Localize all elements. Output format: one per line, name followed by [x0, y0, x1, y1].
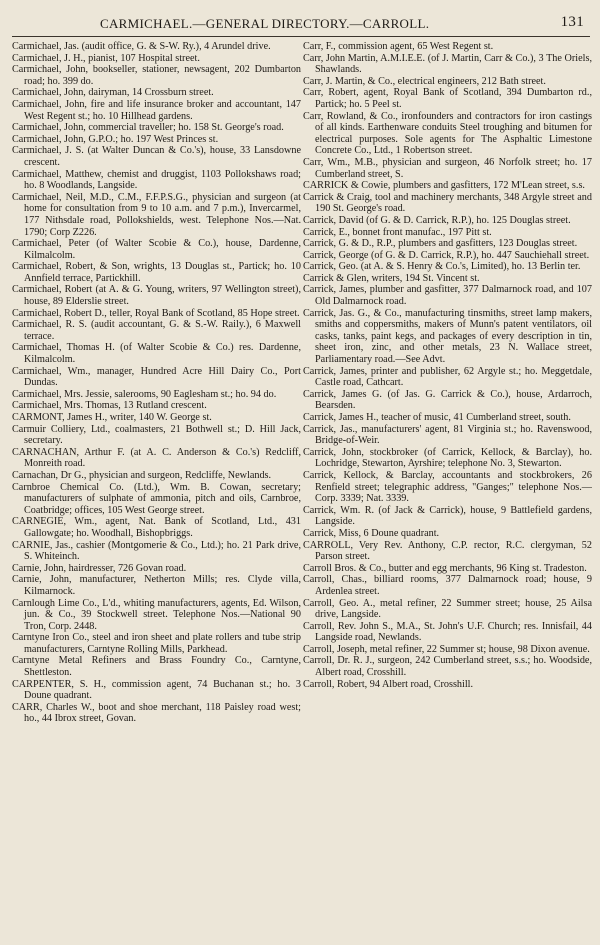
directory-entry: Carnlough Lime Co., L'd., whiting manufacturers, agents, Ed. Wilson, jun. & Co., 39 Stockwell street. Telephone Nos.—National 90 Tron, Corp. 2448. — [12, 597, 301, 632]
directory-entry: Carrick, David (of G. & D. Carrick, R.P.), ho. 125 Douglas street. — [303, 214, 571, 226]
directory-columns — [12, 41, 590, 941]
directory-entry: Carrick, Miss, 6 Doune quadrant. — [303, 527, 440, 539]
directory-entry: Carmichael, John, dairyman, 14 Crossburn street. — [12, 87, 214, 99]
directory-entry: Carrick, Jas., manufacturers' agent, 81 Virginia st.; ho. Ravenswood, Bridge-of-Weir. — [303, 423, 592, 447]
directory-entry: Carmichael, John, G.P.O.; ho. 197 West Princes st. — [12, 133, 219, 145]
directory-entry: Carntyne Iron Co., steel and iron sheet and plate rollers and tube strip manufacturers, Carntyne Rolling Mills, Parkhead. — [12, 632, 301, 655]
directory-entry: Carr, F., commission agent, 65 West Regent st. — [303, 41, 494, 52]
directory-entry: Carr, John Martin, A.M.I.E.E. (of J. Martin, Carr & Co.), 3 The Oriels, Shawlands. — [303, 52, 592, 76]
directory-entry: Carmichael, Robert, & Son, wrights, 13 Douglas st., Partick; ho. 10 Annfield terrace, Partickhill. — [12, 261, 301, 284]
directory-entry: CARNIE, Jas., cashier (Montgomerie & Co., Ltd.); ho. 21 Park drive, S. Whiteinch. — [12, 539, 301, 563]
directory-entry: Carmichael, Mrs. Jessie, salerooms, 90 Eaglesham st.; ho. 94 do. — [12, 388, 277, 400]
directory-entry: Carmichael, John, fire and life insurance broker and accountant, 147 West Regent st.; ho. 10 Hillhead gardens. — [12, 98, 301, 122]
directory-entry: Carrick, James G. (of Jas. G. Carrick & Co.), house, Ardarroch, Bearsden. — [303, 388, 592, 412]
directory-entry: Carrick, James H., teacher of music, 41 Cumberland street, south. — [303, 412, 571, 423]
directory-entry: Carrick & Craig, tool and machinery merchants, 348 Argyle street and 190 St. George's road. — [303, 191, 592, 215]
directory-entry: Carnbroe Chemical Co. (Ltd.), Wm. B. Cowan, secretary; manufacturers of sulphate of ammonia, pitch and oils, Carnbroe, Coatbridge; offices, 105 West George street. — [12, 481, 301, 516]
directory-entry: Carmichael, Thomas H. (of Walter Scobie & Co.) res. Dardenne, Kilmalcolm. — [12, 342, 301, 366]
directory-entry: CARNACHAN, Arthur F. (at A. C. Anderson & Co.'s) Redcliff, Monreith road. — [12, 446, 301, 470]
directory-entry: Carmichael, R. S. (audit accountant, G. & S.-W. Raily.), 6 Maxwell terrace. — [12, 319, 301, 342]
directory-entry: Carrick, Geo. (at A. & S. Henry & Co.'s, Limited), ho. 13 Berlin ter. — [303, 261, 581, 273]
directory-entry: Carrick, James, plumber and gasfitter, 377 Dalmarnock road, and 107 Old Dalmarnock road. — [303, 284, 592, 308]
directory-entry: Carr, Wm., M.B., physician and surgeon, 46 Norfolk street; ho. 17 Cumberland street, S. — [303, 156, 592, 180]
directory-entry: Carrick, Kellock, & Barclay, accountants and stockbrokers, 26 Renfield street; telegraphic address, "Ganges;" telephone Nos.—Corp. 3339; Nat. 3339. — [303, 469, 592, 505]
directory-entry: Carr, J. Martin, & Co., electrical engineers, 212 Bath street. — [303, 75, 546, 87]
running-head: CARMICHAEL.—GENERAL DIRECTORY.—CARROLL. — [100, 16, 430, 31]
directory-entry: Carroll, Rev. John S., M.A., St. John's U.F. Church; res. Innisfail, 44 Langside road, Newlands. — [303, 620, 592, 644]
directory-entry: Carnie, John, manufacturer, Netherton Mills; res. Clyde villa, Kilmarnock. — [12, 574, 301, 597]
directory-entry: CARMONT, James H., writer, 140 W. George st. — [12, 412, 212, 423]
directory-entry: Carrick, Jas. G., & Co., manufacturing tinsmiths, street lamp makers, smiths and coppersmiths, makers of Munn's patent ventilators, oil casks, tanks, paint kegs, and packages of every description in tin, sheet iron, zinc, and other metals, 23 N. Wallace street, Parliamentary road.—See Advt. — [303, 307, 592, 366]
directory-entry: Carmichael, Matthew, chemist and druggist, 1103 Pollokshaws road; ho. 8 Woodlands, Langside. — [12, 168, 301, 192]
directory-entry: Carrick & Glen, writers, 194 St. Vincent st. — [303, 272, 480, 284]
directory-entry: Carroll Bros. & Co., butter and egg merchants, 96 King st. Tradeston. — [303, 562, 587, 574]
directory-entry: Carroll, Dr. R. J., surgeon, 242 Cumberland street, s.s.; ho. Woodside, Albert road, Crosshill. — [303, 655, 592, 679]
directory-entry: Carnachan, Dr G., physician and surgeon, Redcliffe, Newlands. — [12, 469, 272, 481]
directory-entry: CARNEGIE, Wm., agent, Nat. Bank of Scotland, Ltd., 431 Gallowgate; ho. Woodhall, Bishopbriggs. — [12, 516, 301, 539]
right-column — [303, 41, 592, 941]
directory-entry: Carroll, Robert, 94 Albert road, Crosshill. — [303, 678, 474, 690]
directory-entry: Carr, Robert, agent, Royal Bank of Scotland, 394 Dumbarton rd., Partick; ho. 5 Peel st. — [303, 87, 592, 110]
directory-entry: Carmichael, Wm., manager, Hundred Acre Hill Dairy Co., Port Dundas. — [12, 365, 301, 389]
directory-entry: Carr, Rowland, & Co., ironfounders and contractors for iron castings of all kinds. Earthenware conduits Steel troughing and bitumen for electrical purposes. Sole agents for The Asphaltic Limestone Concrete Co., Ltd., 1 Robertson street. — [303, 110, 592, 157]
directory-entry: Carroll, Geo. A., metal refiner, 22 Summer street; house, 25 Ailsa drive, Langside. — [303, 597, 592, 621]
directory-entry: Carrick, John, stockbroker (of Carrick, Kellock, & Barclay), ho. Lochridge, Stewarton, Ayrshire; telephone No. 3, Stewarton. — [303, 446, 592, 470]
directory-entry: Carroll, Joseph, metal refiner, 22 Summer st; house, 98 Dixon avenue. — [303, 643, 590, 655]
directory-entry: Carrick, E., bonnet front manufac., 197 Pitt st. — [303, 226, 492, 238]
directory-entry: Carroll, Chas., billiard rooms, 377 Dalmarnock road; house, 9 Ardenlea street. — [303, 574, 592, 597]
directory-entry: Carrick, George (of G. & D. Carrick, R.P.), ho. 447 Sauchiehall street. — [303, 249, 590, 261]
directory-entry: CARPENTER, S. H., commission agent, 74 Buchanan st.; ho. 3 Doune quadrant. — [12, 678, 301, 702]
directory-entry: Carrick, G. & D., R.P., plumbers and gasfitters, 123 Douglas street. — [303, 238, 578, 250]
directory-entry: Carrick, Wm. R. (of Jack & Carrick), house, 9 Battlefield gardens, Langside. — [303, 504, 592, 528]
directory-entry: Carmichael, Jas. (audit office, G. & S-W. Ry.), 4 Arundel drive. — [12, 41, 271, 52]
directory-entry: Carmichael, Peter (of Walter Scobie & Co.), house, Dardenne, Kilmalcolm. — [12, 238, 301, 261]
directory-entry: Carmichael, Mrs. Thomas, 13 Rutland crescent. — [12, 400, 207, 412]
directory-entry: Carrick, James, printer and publisher, 62 Argyle st.; ho. Meggetdale, Castle road, Cathcart. — [303, 365, 592, 389]
directory-entry: Carmichael, Robert D., teller, Royal Bank of Scotland, 85 Hope street. — [12, 307, 300, 319]
left-column — [12, 41, 301, 941]
directory-entry: Carmichael, J. S. (at Walter Duncan & Co.'s), house, 33 Lansdowne crescent. — [12, 145, 301, 168]
page-number: 131 — [560, 14, 584, 30]
directory-entry: Carntyne Metal Refiners and Brass Foundry Co., Carntyne, Shettleston. — [12, 655, 301, 679]
directory-entry: Carmichael, Robert (at A. & G. Young, writers, 97 Wellington street), house, 89 Elderslie street. — [12, 284, 301, 308]
directory-entry: Carmichael, J. H., pianist, 107 Hospital street. — [12, 52, 200, 64]
directory-entry: CARR, Charles W., boot and shoe merchant, 118 Paisley road west; ho., 44 Ibrox street, Govan. — [12, 701, 301, 725]
directory-entry: Carnie, John, hairdresser, 726 Govan road. — [12, 562, 187, 574]
page-header — [12, 10, 590, 37]
directory-entry: Carmichael, John, bookseller, stationer, newsagent, 202 Dumbarton road; ho. 399 do. — [12, 64, 301, 87]
directory-entry: CARROLL, Very Rev. Anthony, C.P. rector, R.C. clergyman, 52 Parson street. — [303, 539, 592, 563]
directory-entry: Carmuir Colliery, Ltd., coalmasters, 21 Bothwell st.; D. Hill Jack, secretary. — [12, 423, 301, 447]
directory-entry: Carmichael, John, commercial traveller; ho. 158 St. George's road. — [12, 122, 284, 134]
directory-entry: CARRICK & Cowie, plumbers and gasfitters, 172 M'Lean street, s.s. — [303, 180, 585, 192]
directory-entry: Carmichael, Neil, M.D., C.M., F.F.P.S.G., physician and surgeon (at home for consultation from 9 to 10 a.m. and 7 p.m.), Invercarmel, 177 Nithsdale road, Pollokshields, west. Telephone Nos.—Nat. 1790; Corp Z226. — [12, 191, 301, 238]
